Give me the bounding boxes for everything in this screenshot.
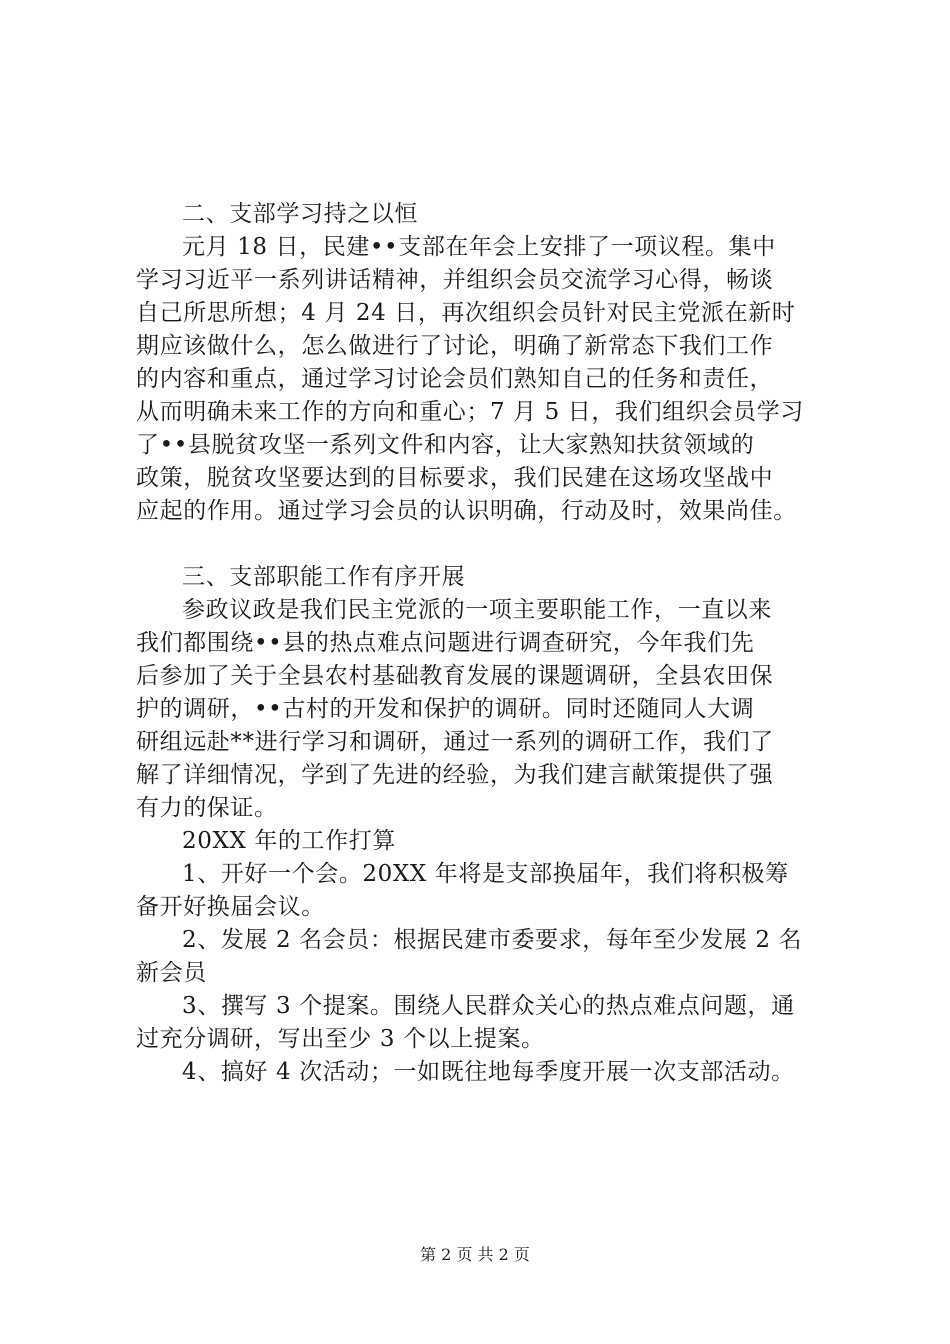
paragraph-spacer xyxy=(136,528,856,561)
paragraph-line: 护的调研，••古村的开发和保护的调研。同时还随同人大调 xyxy=(136,696,755,722)
plan-item-3-line: 过充分调研，写出至少 3 个以上提案。 xyxy=(136,1026,545,1052)
plan-item-1-line: 1、开好一个会。20XX 年将是支部换届年，我们将积极筹 xyxy=(182,861,789,887)
section-heading-plan: 20XX 年的工作打算 xyxy=(182,828,396,854)
section-heading-function: 三、支部职能工作有序开展 xyxy=(182,564,466,590)
paragraph-line: 了••县脱贫攻坚一系列文件和内容，让大家熟知扶贫领域的 xyxy=(136,432,755,458)
paragraph-line: 研组远赴**进行学习和调研，通过一系列的调研工作，我们了 xyxy=(136,729,774,755)
paragraph-line: 有力的保证。 xyxy=(136,795,278,821)
paragraph-line: 参政议政是我们民主党派的一项主要职能工作，一直以来 xyxy=(182,597,772,623)
paragraph-line: 的内容和重点，通过学习讨论会员们熟知自己的任务和责任， xyxy=(136,366,774,392)
paragraph-line: 元月 18 日，民建••支部在年会上安排了一项议程。集中 xyxy=(182,234,776,260)
paragraph-line: 政策，脱贫攻坚要达到的目标要求，我们民建在这场攻坚战中 xyxy=(136,465,774,491)
paragraph-line: 学习习近平一系列讲话精神，并组织会员交流学习心得，畅谈 xyxy=(136,267,774,293)
paragraph-line: 应起的作用。通过学习会员的认识明确，行动及时，效果尚佳。 xyxy=(136,498,797,524)
paragraph-line: 解了详细情况，学到了先进的经验，为我们建言献策提供了强 xyxy=(136,762,774,788)
paragraph-line: 后参加了关于全县农村基础教育发展的课题调研，全县农田保 xyxy=(136,663,774,689)
paragraph-line: 我们都围绕••县的热点难点问题进行调查研究，今年我们先 xyxy=(136,630,755,656)
plan-item-2-line: 新会员 xyxy=(136,960,207,986)
plan-item-2-line: 2、发展 2 名会员：根据民建市委要求，每年至少发展 2 名 xyxy=(182,927,803,953)
paragraph-line: 自己所思所想；4 月 24 日，再次组织会员针对民主党派在新时 xyxy=(136,300,796,326)
paragraph-line: 期应该做什么，怎么做进行了讨论，明确了新常态下我们工作 xyxy=(136,333,774,359)
plan-item-3-line: 3、撰写 3 个提案。围绕人民群众关心的热点难点问题，通 xyxy=(182,993,795,1019)
document-body xyxy=(136,198,856,1089)
paragraph-line: 从而明确未来工作的方向和重心；7 月 5 日，我们组织会员学习 xyxy=(136,399,804,425)
page-number-footer: 第 2 页 共 2 页 xyxy=(420,1245,530,1264)
plan-item-1-line: 备开好换届会议。 xyxy=(136,894,325,920)
section-heading-study: 二、支部学习持之以恒 xyxy=(182,201,418,227)
plan-item-4-line: 4、搞好 4 次活动；一如既往地每季度开展一次支部活动。 xyxy=(182,1059,795,1085)
